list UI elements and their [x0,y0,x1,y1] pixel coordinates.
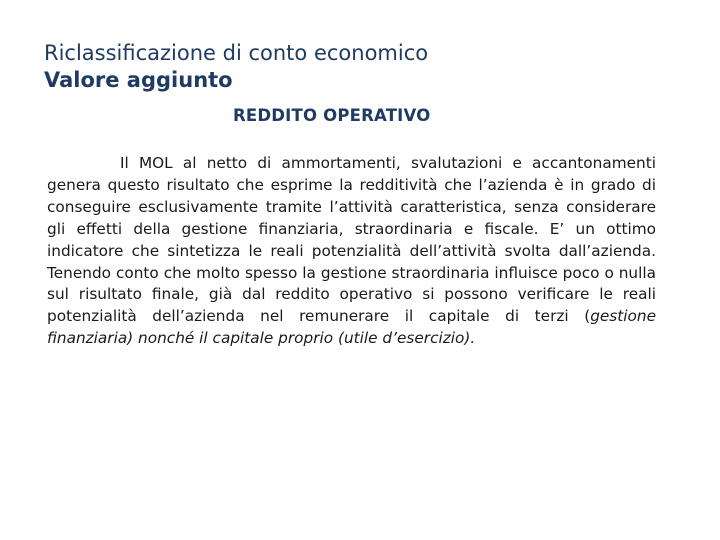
slide-title [44,40,428,94]
slide-title-main: Riclassificazione di conto economico [44,41,429,65]
section-heading: REDDITO OPERATIVO [233,106,431,125]
slide-subtitle: Valore aggiunto [44,68,233,92]
body-text-italic: gestione finanziaria) nonché il capitale proprio (utile d’esercizio). [47,307,656,348]
body-paragraph [47,153,656,350]
body-text-regular: Il MOL al netto di ammortamenti, svalutazioni e accantonamenti genera questo risultato che esprime la redditività che l’azienda è in grado di conseguire esclusivamente tramite l’attività caratteristica, senza considerare gli effetti della gestione finanziaria, straordinaria e fiscale. E’ un ottimo indicatore che sintetizza le reali potenzialità dell’attività svolta dall’azienda. Tenendo conto che molto spesso la gestione straordinaria influisce poco o nulla sul risultato finale, già dal reddito operativo si possono verificare le reali potenzialità dell’azienda nel remunerare il capitale di terzi ( [47,154,656,326]
